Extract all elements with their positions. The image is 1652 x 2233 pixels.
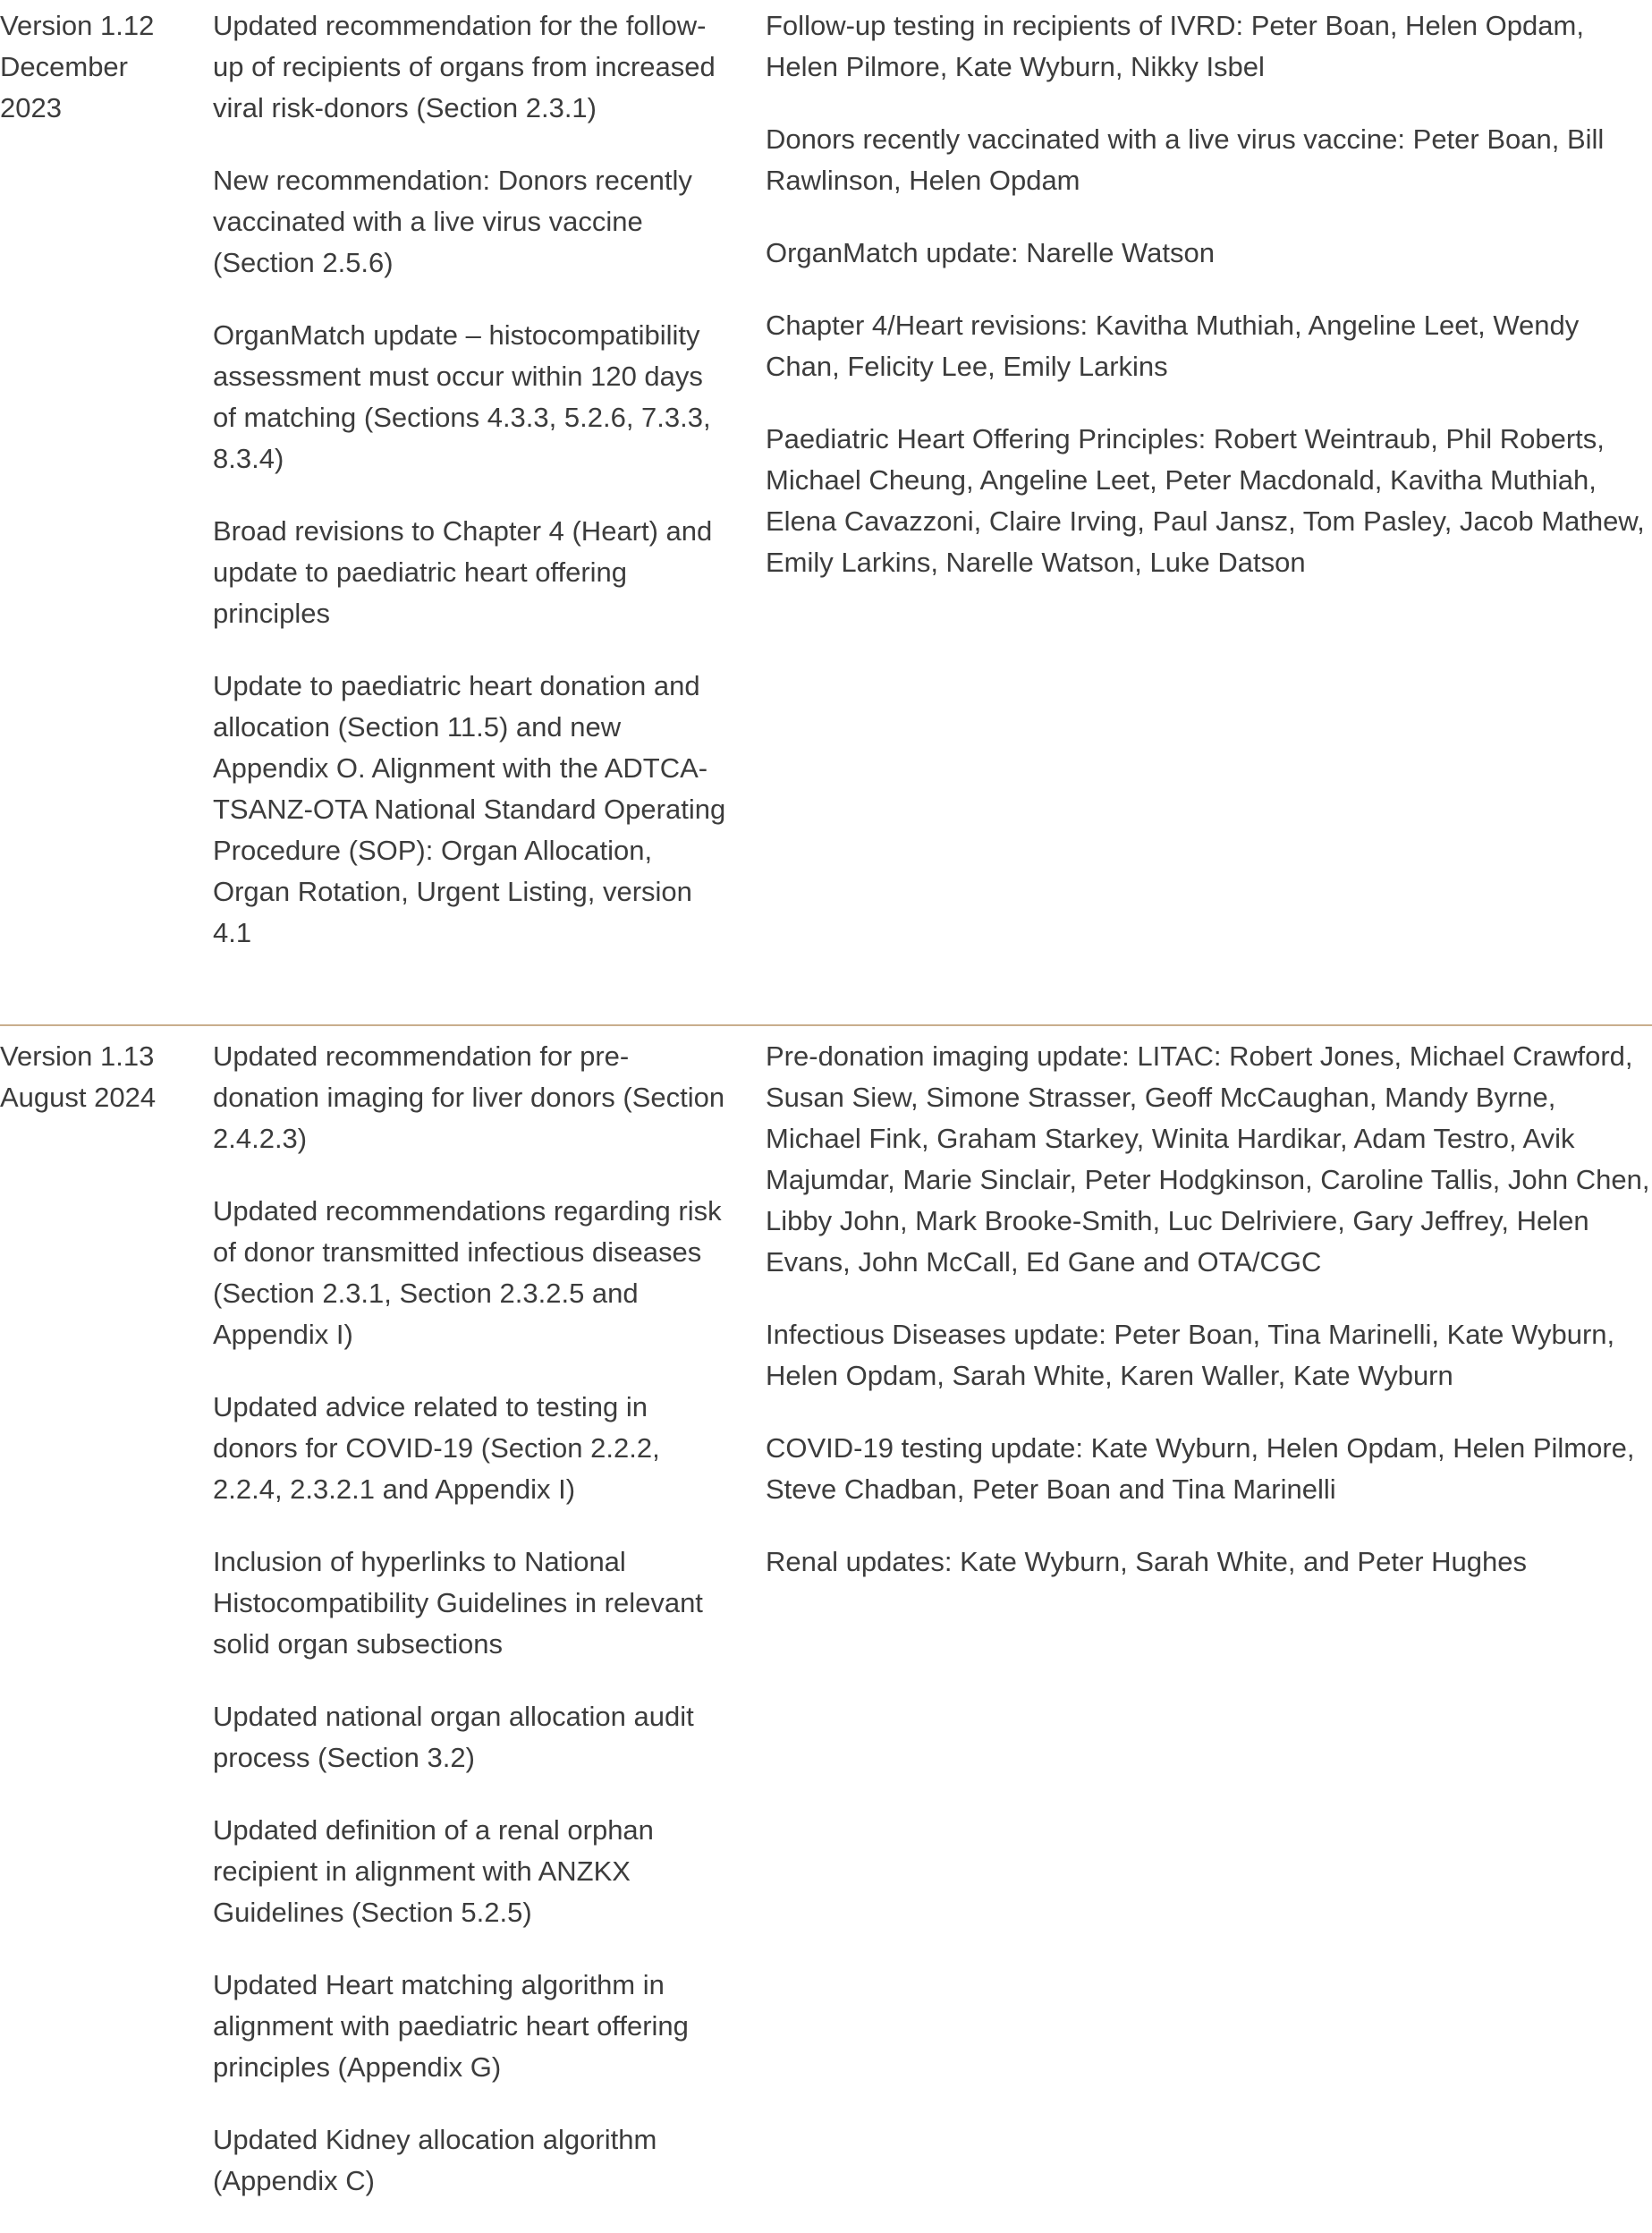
contributor-item: Renal updates: Kate Wyburn, Sarah White, and Peter Hughes [766, 1546, 1527, 1577]
contributor-item: Infectious Diseases update: Peter Boan, Tina Marinelli, Kate Wyburn, Helen Opdam, Sarah White, Karen Waller, Kate Wyburn [766, 1319, 1615, 1391]
change-item: OrganMatch update – histocompatibility assessment must occur within 120 days of matching (Sections 4.3.3, 5.2.6, 7.3.3, 8.3.4) [213, 319, 711, 474]
change-item: Updated recommendation for the follow-up of recipients of organs from increased viral risk-donors (Section 2.3.1) [213, 10, 716, 123]
change-item: Broad revisions to Chapter 4 (Heart) and update to paediatric heart offering principles [213, 515, 713, 629]
contributor-item: OrganMatch update: Narelle Watson [766, 237, 1215, 268]
change-item: Updated Heart matching algorithm in alignment with paediatric heart offering principles (Appendix G) [213, 1969, 689, 2083]
contributors-cell [766, 5, 1652, 615]
change-item: Updated definition of a renal orphan recipient in alignment with ANZKX Guidelines (Section 5.2.5) [213, 1814, 654, 1928]
change-item: Updated recommendations regarding risk of donor transmitted infectious diseases (Section 2.3.1, Section 2.3.2.5 and Appendix I) [213, 1195, 722, 1350]
contributor-item: Donors recently vaccinated with a live virus vaccine: Peter Boan, Bill Rawlinson, Helen Opdam [766, 123, 1605, 196]
version-cell [0, 5, 201, 129]
change-item: Inclusion of hyperlinks to National Histocompatibility Guidelines in relevant solid organ subsections [213, 1546, 703, 1660]
version-number: Version 1.12 [0, 10, 155, 41]
contributor-item: Follow-up testing in recipients of IVRD: Peter Boan, Helen Opdam, Helen Pilmore, Kate Wyburn, Nikky Isbel [766, 10, 1584, 82]
contributor-item: Paediatric Heart Offering Principles: Robert Weintraub, Phil Roberts, Michael Cheung, Angeline Leet, Peter Macdonald, Kavitha Muthiah, Elena Cavazzoni, Claire Irving, Paul Jansz, Tom Pasley, Jacob Mathew, Emily Larkins, Narelle Watson, Luke Datson [766, 423, 1645, 578]
version-date: December [0, 51, 128, 82]
contributor-item: COVID-19 testing update: Kate Wyburn, Helen Opdam, Helen Pilmore, Steve Chadban, Peter Boan and Tina Marinelli [766, 1432, 1635, 1505]
version-year: 2023 [0, 92, 62, 123]
version-number: Version 1.13 [0, 1040, 155, 1072]
change-item: New recommendation: Donors recently vaccinated with a live virus vaccine (Section 2.5.6) [213, 165, 692, 278]
contributor-item: Pre-donation imaging update: LITAC: Robert Jones, Michael Crawford, Susan Siew, Simone Strasser, Geoff McCaughan, Mandy Byrne, Michael Fink, Graham Starkey, Winita Hardikar, Adam Testro, Avik Majumdar, Marie Sinclair, Peter Hodgkinson, Caroline Tallis, John Chen, Libby John, Mark Brooke-Smith, Luc Delriviere, Gary Jeffrey, Helen Evans, John McCall, Ed Gane and OTA/CGC [766, 1040, 1650, 1278]
change-item: Updated national organ allocation audit process (Section 3.2) [213, 1701, 694, 1773]
change-item: Updated advice related to testing in donors for COVID-19 (Section 2.2.2, 2.2.4, 2.3.2.1 and Appendix I) [213, 1391, 660, 1505]
change-item: Updated recommendation for pre-donation imaging for liver donors (Section 2.4.2.3) [213, 1040, 725, 1154]
change-item: Update to paediatric heart donation and allocation (Section 11.5) and new Appendix O. Alignment with the ADTCA- TSANZ-OTA National Standard Operating Procedure (SOP): Organ Allocation, Organ Rotation, Urgent Listing, version 4.1 [213, 670, 726, 948]
version-date: August 2024 [0, 1082, 157, 1113]
contributors-cell [766, 1036, 1652, 1614]
row-divider [0, 1024, 1652, 1026]
change-item: Updated Kidney allocation algorithm (Appendix C) [213, 2124, 657, 2196]
version-cell [0, 1036, 201, 1118]
changes-cell [213, 1036, 732, 2233]
contributor-item: Chapter 4/Heart revisions: Kavitha Muthiah, Angeline Leet, Wendy Chan, Felicity Lee, Emily Larkins [766, 310, 1580, 382]
changes-cell [213, 5, 732, 985]
